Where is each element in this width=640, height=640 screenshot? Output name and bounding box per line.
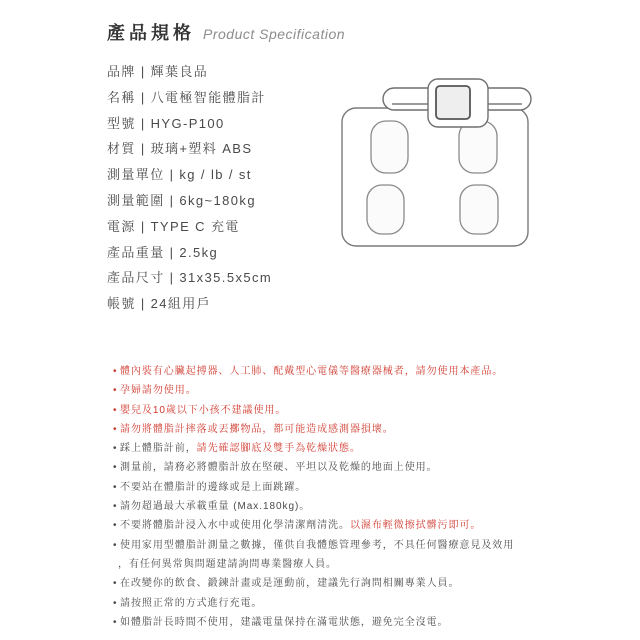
note-bullet: • <box>113 520 117 532</box>
note-item <box>113 420 514 439</box>
note-text-emphasis: 請先確認腳底及雙手為乾燥狀態。 <box>196 443 361 455</box>
title-english: Product Specification <box>203 26 346 42</box>
spec-row-material <box>107 136 272 162</box>
spec-separator: | <box>140 64 146 79</box>
note-text: 不要站在體脂計的邊緣或是上面跳躍。 <box>120 481 307 493</box>
note-bullet: • <box>113 481 117 493</box>
notes-list <box>113 362 514 632</box>
spec-row-brand <box>107 59 272 85</box>
note-text: 測量前，請務必將體脂計放在堅硬、平坦以及乾燥的地面上使用。 <box>120 462 438 474</box>
spec-value: 2.5kg <box>179 244 219 260</box>
note-item <box>113 458 514 477</box>
spec-value: 八電極智能體脂計 <box>150 89 266 105</box>
spec-value: HYG-P100 <box>150 115 225 131</box>
electrode-pad-top-left <box>371 121 408 173</box>
spec-row-model <box>107 111 272 137</box>
spec-value: 6kg~180kg <box>179 192 256 208</box>
spec-label: 材質 <box>107 141 136 157</box>
title-chinese: 產品規格 <box>107 23 195 43</box>
spec-separator: | <box>169 192 175 208</box>
note-text: 請按照正常的方式進行充電。 <box>120 597 263 609</box>
note-bullet: • <box>113 578 117 590</box>
note-item <box>113 516 514 535</box>
spec-row-weight <box>107 240 272 266</box>
page-title <box>107 19 345 45</box>
spec-row-accounts <box>107 291 272 317</box>
note-text: 如體脂計長時間不使用，建議電量保持在滿電狀態，避免完全沒電。 <box>120 616 449 628</box>
spec-label: 型號 <box>107 115 136 131</box>
spec-separator: | <box>169 167 175 183</box>
note-text: 使用家用型體脂計測量之數據，僅供自我體態管理參考，不具任何醫療意見及效用 <box>120 539 515 551</box>
display-screen <box>436 86 470 119</box>
spec-value: 玻璃+塑料 ABS <box>150 141 253 157</box>
note-text: 嬰兒及10歲以下小孩不建議使用。 <box>120 404 287 416</box>
note-item <box>113 574 514 593</box>
note-item <box>113 497 514 516</box>
note-bullet: • <box>113 616 117 628</box>
spec-separator: | <box>140 218 146 234</box>
spec-row-power <box>107 214 272 240</box>
note-item-continuation <box>113 555 514 574</box>
spec-separator: | <box>169 244 175 260</box>
note-bullet: • <box>113 539 117 551</box>
spec-value: kg / lb / st <box>179 167 252 183</box>
spec-row-range <box>107 188 272 214</box>
electrode-pad-bottom-right <box>460 185 498 234</box>
note-bullet: • <box>113 462 117 474</box>
note-bullet: • <box>113 385 117 397</box>
note-text: 請勿將體脂計摔落或丟擲物品，都可能造成感測器損壞。 <box>120 423 394 435</box>
spec-label: 測量範圍 <box>107 192 165 208</box>
note-item <box>113 401 514 420</box>
spec-value: 24組用戶 <box>150 296 212 312</box>
spec-separator: | <box>140 141 146 157</box>
scale-illustration <box>330 70 540 260</box>
spec-value: 31x35.5x5cm <box>179 270 273 286</box>
spec-row-units <box>107 162 272 188</box>
spec-separator: | <box>140 89 146 105</box>
spec-label: 產品重量 <box>107 244 165 260</box>
note-item <box>113 381 514 400</box>
spec-value: TYPE C 充電 <box>150 218 240 234</box>
note-item <box>113 439 514 458</box>
spec-list <box>107 59 272 317</box>
spec-label: 名稱 <box>107 89 136 105</box>
note-bullet: • <box>113 597 117 609</box>
note-text: 踩上體脂計前， <box>120 443 197 455</box>
spec-separator: | <box>169 270 175 286</box>
note-bullet: • <box>113 404 117 416</box>
spec-label: 帳號 <box>107 296 136 312</box>
note-item <box>113 536 514 555</box>
note-text: ，有任何異常與問題建請詢問專業醫療人員。 <box>118 558 337 570</box>
note-item <box>113 613 514 632</box>
note-text: 請勿超過最大承載重量 (Max.180kg)。 <box>120 501 311 513</box>
electrode-pad-bottom-left <box>367 185 404 234</box>
spec-row-name <box>107 85 272 111</box>
note-bullet: • <box>113 501 117 513</box>
spec-separator: | <box>140 296 146 312</box>
note-bullet: • <box>113 366 117 377</box>
note-item <box>113 478 514 497</box>
spec-value: 輝葉良品 <box>150 64 209 79</box>
note-item <box>113 594 514 613</box>
note-text: 孕婦請勿使用。 <box>120 385 197 397</box>
spec-label: 電源 <box>107 218 136 234</box>
note-text: 體內裝有心臟起搏器、人工肺、配戴型心電儀等醫療器械者，請勿使用本產品。 <box>120 366 504 377</box>
note-item <box>113 362 514 381</box>
note-bullet: • <box>113 443 117 455</box>
note-text: 在改變你的飲食、鍛鍊計畫或是運動前，建議先行詢問相關專業人員。 <box>120 578 460 590</box>
note-bullet: • <box>113 423 117 435</box>
spec-label: 品牌 <box>107 64 136 79</box>
note-text: 不要將體脂計浸入水中或使用化學清潔劑清洗。 <box>120 520 350 532</box>
spec-separator: | <box>140 115 146 131</box>
spec-label: 測量單位 <box>107 167 165 183</box>
note-text-emphasis: 以濕布輕微擦拭髒污即可。 <box>349 520 482 532</box>
spec-label: 產品尺寸 <box>107 270 165 286</box>
electrode-pad-top-right <box>459 121 497 173</box>
spec-row-dimensions <box>107 265 272 291</box>
